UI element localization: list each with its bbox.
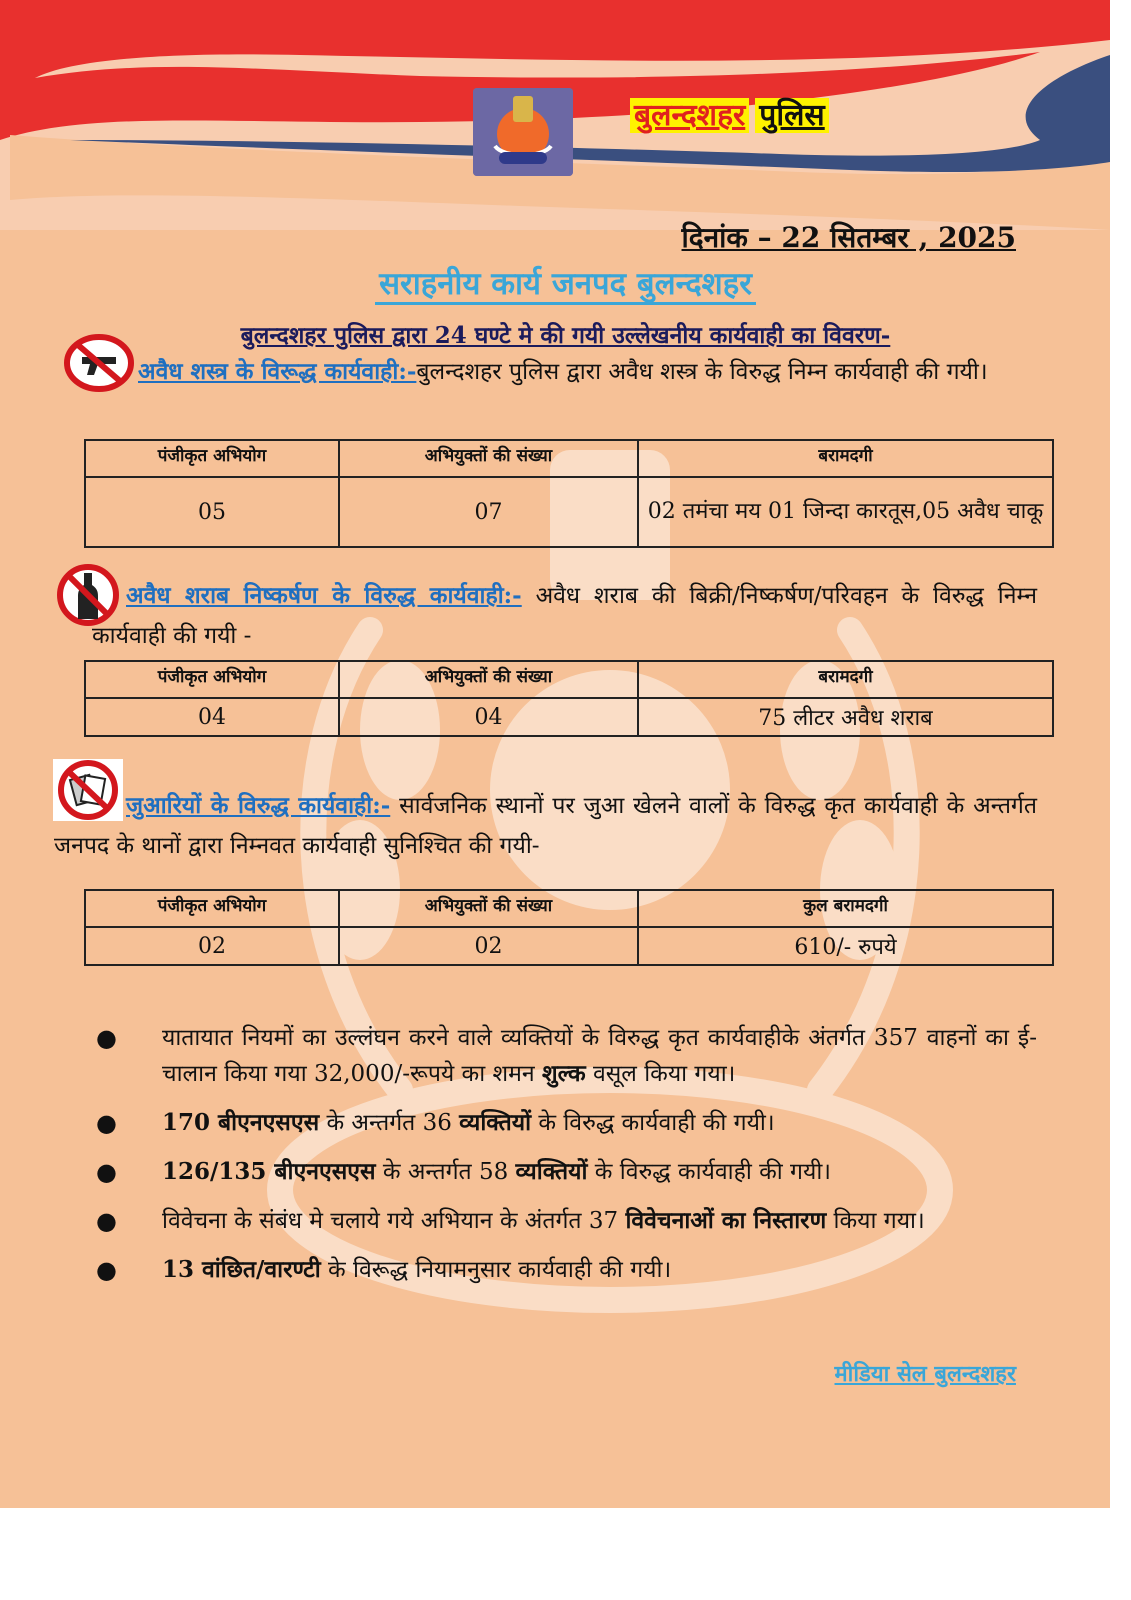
table-row xyxy=(85,477,1053,547)
table-header: अभियुक्तों की संख्या xyxy=(339,890,638,927)
bullet-icon: ● xyxy=(96,1207,117,1235)
bullet-text-run: शुल्क xyxy=(541,1060,586,1087)
table-header: पंजीकृत अभियोग xyxy=(85,661,339,698)
bullet-text-run: वसूल किया गया। xyxy=(585,1061,736,1087)
table-cell: 610/- रुपये xyxy=(638,927,1053,965)
brand-title xyxy=(630,96,829,136)
table-header: पंजीकृत अभियोग xyxy=(85,440,339,477)
bullet-text-run: व्यक्तियों xyxy=(515,1158,588,1185)
liquor-table xyxy=(84,660,1054,737)
media-cell-signature: मीडिया सेल बुलन्दशहर xyxy=(834,1362,1016,1387)
bullet-text-run: 170 बीएनएसएस xyxy=(162,1109,320,1136)
section-liquor-text: अवैध शराब निष्कर्षण के विरुद्ध कार्यवाही:- अवैध शराब की बिक्री/निष्कर्षण/परिवहन के विरुद्ध निम्न कार्यवाही की गयी - xyxy=(92,582,1037,649)
table-cell: 05 xyxy=(85,477,339,547)
bullet-text-run: यातायात नियमों का उल्लंघन करने वाले व्यक्तियों के विरुद्ध कृत कार्यवाहीके अंतर्गत 357 वाहनों का ई-चालान किया गया 32,000/-रूपये का शमन xyxy=(162,1025,1037,1087)
brand-police-word: पुलिस xyxy=(755,98,828,133)
bullet-icon: ● xyxy=(96,1024,117,1052)
section-gambling-lead: जुआरियों के विरुद्ध कार्यवाही:- xyxy=(126,792,391,819)
table-cell: 04 xyxy=(339,698,638,736)
bullet-text-run: के अन्तर्गत 36 xyxy=(319,1110,460,1136)
bullet-text-run: के विरुद्ध कार्यवाही की गयी। xyxy=(587,1159,832,1185)
bullet-text-run: व्यक्तियों xyxy=(459,1109,532,1136)
table-header: अभियुक्तों की संख्या xyxy=(339,661,638,698)
table-row xyxy=(85,927,1053,965)
gambling-table xyxy=(84,889,1054,966)
list-item xyxy=(92,1105,1037,1141)
bullet-icon: ● xyxy=(96,1109,117,1137)
bullet-text-run: के विरूद्ध नियामनुसार कार्यवाही की गयी। xyxy=(320,1257,672,1283)
list-item xyxy=(92,1020,1037,1092)
bullet-text-run: के विरुद्ध कार्यवाही की गयी। xyxy=(531,1110,775,1136)
bullet-icon: ● xyxy=(96,1256,117,1284)
weapons-table xyxy=(84,439,1054,548)
bullet-text-run: विवेचनाओं का निस्तारण xyxy=(625,1207,827,1234)
table-row xyxy=(85,698,1053,736)
bullet-text-run: विवेचना के संबंध मे चलाये गये अभियान के अंतर्गत 37 xyxy=(162,1208,626,1234)
bullet-text-run: 126/135 बीएनएसएस xyxy=(162,1158,376,1185)
table-cell: 04 xyxy=(85,698,339,736)
list-item xyxy=(92,1203,1037,1239)
bullet-text-run: के अन्तर्गत 58 xyxy=(375,1159,516,1185)
table-header: पंजीकृत अभियोग xyxy=(85,890,339,927)
list-item xyxy=(92,1154,1037,1190)
document-heading: सराहनीय कार्य जनपद बुलन्दशहर xyxy=(0,262,1110,304)
bullet-text-run: 13 वांछित/वारण्टी xyxy=(162,1256,321,1283)
document-date: दिनांक – 22 सितम्बर , 2025 xyxy=(681,221,1016,254)
bullet-text-run: किया गया। xyxy=(826,1208,925,1234)
table-header: बरामदगी xyxy=(638,661,1053,698)
table-header: कुल बरामदगी xyxy=(638,890,1053,927)
bullet-icon: ● xyxy=(96,1158,117,1186)
section-gambling-text: जुआरियों के विरुद्ध कार्यवाही:- सार्वजनिक स्थानों पर जुआ खेलने वालों के विरुद्ध कृत कार्यवाही के अन्तर्गत जनपद के थानों द्वारा निम्नवत कार्यवाही सुनिश्चित की गयी- xyxy=(54,792,1037,859)
section-liquor-lead: अवैध शराब निष्कर्षण के विरुद्ध कार्यवाही:- xyxy=(126,582,522,609)
table-cell: 02 xyxy=(339,927,638,965)
list-item xyxy=(92,1252,1037,1288)
up-police-logo xyxy=(473,88,573,176)
table-header: बरामदगी xyxy=(638,440,1053,477)
document-subheading: बुलन्दशहर पुलिस द्वारा 24 घण्टे मे की गयी उल्लेखनीय कार्यवाही का विवरण- xyxy=(240,322,891,349)
table-header: अभियुक्तों की संख्या xyxy=(339,440,638,477)
section-weapons-lead: अवैध शस्त्र के विरूद्ध कार्यवाही:- xyxy=(138,358,417,385)
table-cell: 07 xyxy=(339,477,638,547)
brand-place-name: बुलन्दशहर xyxy=(630,98,749,133)
table-cell: 02 तमंचा मय 01 जिन्दा कारतूस,05 अवैध चाकू xyxy=(638,477,1053,547)
table-cell: 02 xyxy=(85,927,339,965)
table-cell: 75 लीटर अवैध शराब xyxy=(638,698,1053,736)
section-weapons-text: अवैध शस्त्र के विरूद्ध कार्यवाही:-बुलन्दशहर पुलिस द्वारा अवैध शस्त्र के विरुद्ध निम्न कार्यवाही की गयी। xyxy=(138,358,988,385)
action-bullet-list xyxy=(92,1020,1037,1301)
